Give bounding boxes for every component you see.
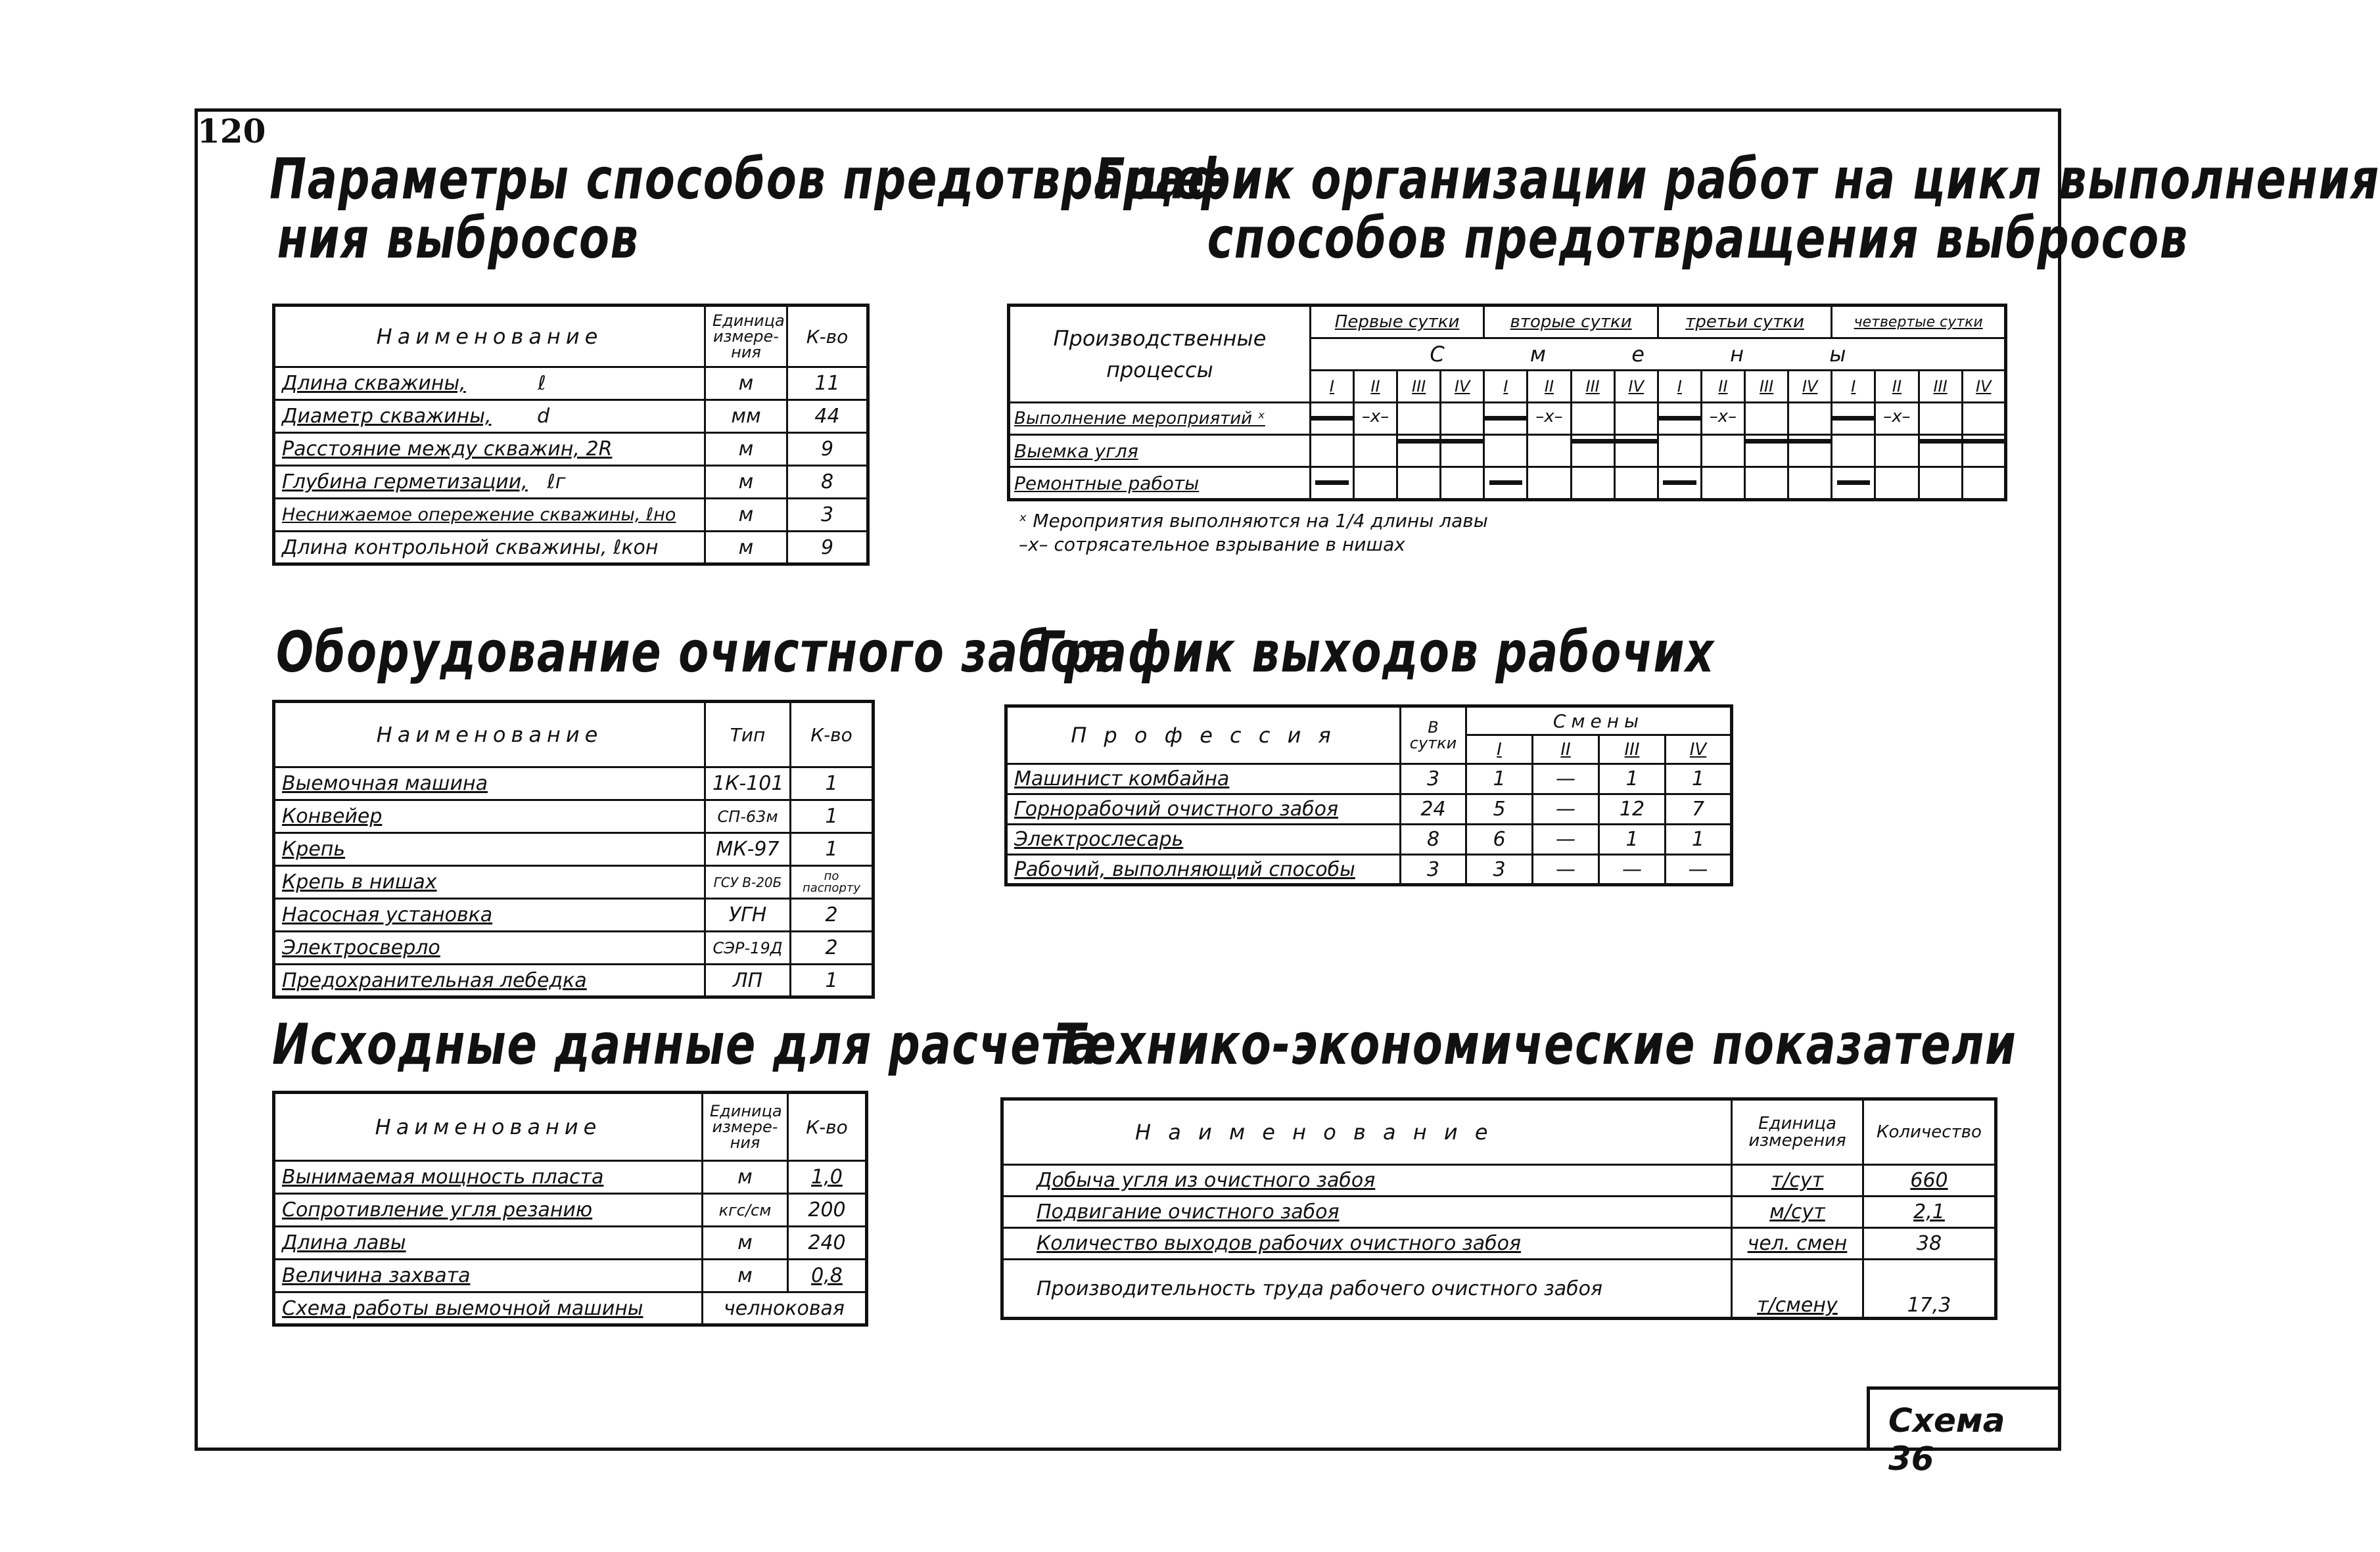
schedule-cell (1484, 435, 1528, 467)
table-row: Насосная установка УГН 2 (274, 899, 874, 932)
table-row: Длина скважины, ℓ м 11 (274, 367, 868, 400)
blasting-mark: –x– (1709, 407, 1737, 426)
table-row: Электросверло СЭР-19Д 2 (274, 932, 874, 965)
day-1: Первые сутки (1310, 306, 1483, 338)
schedule-cell (1919, 403, 1962, 435)
table-row: Горнорабочий очистного забоя 24 5 — 12 7 (1006, 794, 1732, 825)
measures-bar (1485, 416, 1526, 421)
blasting-mark: –x– (1883, 407, 1911, 426)
table-row: Диаметр скважины, d мм 44 (274, 400, 868, 433)
schedule-cell (1658, 435, 1701, 467)
params-title-line1: Параметры способов предотвраще- (269, 147, 1225, 212)
shift-numeral: II (1701, 371, 1744, 403)
schedule-cell (1310, 403, 1353, 435)
schedule-cell (1571, 403, 1614, 435)
table-row: Длина контрольной скважины, ℓкон м 9 (274, 532, 868, 564)
schedule-cell (1745, 467, 1788, 500)
schedule-cell (1875, 435, 1919, 467)
schedule-cell (1397, 435, 1441, 467)
equipment-header-type: Тип (705, 702, 791, 767)
workers-header-per-day: В сутки (1401, 706, 1466, 764)
params-table (272, 304, 870, 566)
repair-bar (1663, 480, 1696, 485)
process-row: Выполнение мероприятий ˣ –x– –x– –x– –x– (1009, 403, 2006, 435)
extraction-bar (1616, 439, 1657, 444)
equipment-table (272, 700, 875, 999)
measures-bar (1659, 416, 1700, 421)
schedule-title (1094, 147, 2380, 272)
schedule-table (1007, 304, 2007, 501)
schedule-cell (1832, 435, 1875, 467)
params-title-line2: ния выбросов (277, 206, 640, 272)
measures-bar (1832, 416, 1874, 421)
shifts-label: С м е н ы (1310, 338, 2005, 371)
repair-bar (1837, 480, 1871, 485)
table-row: Схема работы выемочной машины челноковая (274, 1292, 867, 1325)
schedule-cell (1353, 403, 1397, 435)
params-header-qty: К-во (787, 306, 868, 367)
equipment-title: Оборудование очистного забоя (276, 620, 1111, 685)
shift-numeral: I (1484, 371, 1528, 403)
schedule-cell (1962, 435, 2005, 467)
schedule-cell (1658, 467, 1701, 500)
schedule-cell (1919, 467, 1962, 500)
schedule-cell (1310, 435, 1353, 467)
schedule-cell (1962, 403, 2005, 435)
workers-title: График выходов рабочих (1035, 620, 1715, 685)
schedule-cell (1875, 467, 1919, 500)
schedule-cell (1397, 403, 1441, 435)
shift-numeral: I (1310, 371, 1353, 403)
equipment-header-name: Наименование (274, 702, 705, 767)
schedule-cell (1310, 467, 1353, 500)
initial-header-qty: К-во (788, 1093, 867, 1161)
schedule-cell (1701, 403, 1744, 435)
tech-header-unit: Единица измерения (1732, 1099, 1863, 1165)
table-row: Расстояние между скважин, 2R м 9 (274, 433, 868, 466)
table-row: Длина лавы м 240 (274, 1227, 867, 1260)
schedule-cell (1788, 403, 1832, 435)
tech-table (1000, 1097, 1997, 1320)
measures-bar (1311, 416, 1353, 421)
initial-header-name: Наименование (274, 1093, 703, 1161)
repair-bar (1489, 480, 1523, 485)
shift-numeral: II (1353, 371, 1397, 403)
shift-numeral: III (1397, 371, 1441, 403)
initial-table (272, 1091, 868, 1327)
extraction-bar (1746, 439, 1787, 444)
extraction-bar (1441, 439, 1483, 444)
extraction-bar (1789, 439, 1831, 444)
params-header-unit: Единица измере-ния (705, 306, 787, 367)
schedule-cell (1962, 467, 2005, 500)
schedule-note-1: ˣ Мероприятия выполняются на 1/4 длины лавы (1019, 510, 1488, 532)
equipment-header-qty: К-во (791, 702, 874, 767)
schedule-cell (1832, 403, 1875, 435)
table-row: Неснижаемое опережение скважины, ℓно м 3 (274, 499, 868, 532)
shift-numeral: II (1528, 371, 1571, 403)
schedule-cell (1614, 403, 1658, 435)
table-row: Глубина герметизации, ℓг м 8 (274, 466, 868, 499)
schedule-title-line2: способов предотвращения выбросов (1207, 206, 2189, 272)
schedule-cell (1832, 467, 1875, 500)
schedule-note-2: –x– сотрясательное взрывание в нишах (1019, 534, 1405, 555)
schedule-cell (1528, 467, 1571, 500)
tech-header-qty: Количество (1863, 1099, 1996, 1165)
shift-numeral: III (1919, 371, 1962, 403)
shift-numeral: II (1875, 371, 1919, 403)
process-header: Производственные процессы (1009, 306, 1311, 403)
extraction-bar (1572, 439, 1614, 444)
extraction-bar (1963, 439, 2004, 444)
day-3: третьи сутки (1658, 306, 1831, 338)
schedule-cell (1875, 403, 1919, 435)
workers-header-shifts: Смены (1466, 706, 1732, 735)
schedule-cell (1701, 467, 1744, 500)
blasting-mark: –x– (1535, 407, 1563, 426)
schedule-cell (1919, 435, 1962, 467)
table-row: Выемочная машина 1К-101 1 (274, 767, 874, 800)
shift-numeral: I (1658, 371, 1701, 403)
extraction-bar (1920, 439, 1961, 444)
workers-header-profession: П р о ф е с с и я (1006, 706, 1401, 764)
shift-numeral: IV (1962, 371, 2005, 403)
table-row: Добыча угля из очистного забоя т/сут 660 (1002, 1165, 1996, 1197)
table-row: Величина захвата м 0,8 (274, 1260, 867, 1292)
schedule-cell (1658, 403, 1701, 435)
params-header-name: Наименование (274, 306, 705, 367)
process-row: Ремонтные работы (1009, 467, 2006, 500)
schedule-cell (1614, 435, 1658, 467)
shift-numeral: III (1745, 371, 1788, 403)
table-row: Конвейер СП-63м 1 (274, 800, 874, 833)
schedule-cell (1614, 467, 1658, 500)
day-2: вторые сутки (1484, 306, 1658, 338)
table-row: Рабочий, выполняющий способы 3 3 — — — (1006, 855, 1732, 885)
shift-numeral: III (1571, 371, 1614, 403)
process-row: Выемка угля (1009, 435, 2006, 467)
table-row: Крепь в нишах ГСУ В-20Б по паспорту (274, 866, 874, 899)
schedule-cell (1397, 467, 1441, 500)
schedule-cell (1441, 403, 1484, 435)
table-row: Сопротивление угля резанию кгс/см 200 (274, 1194, 867, 1227)
initial-header-unit: Единица измере-ния (703, 1093, 788, 1161)
schedule-cell (1484, 467, 1528, 500)
table-row: Подвигание очистного забоя м/сут 2,1 (1002, 1197, 1996, 1228)
schedule-cell (1788, 467, 1832, 500)
schedule-cell (1353, 467, 1397, 500)
table-row: Машинист комбайна 3 1 — 1 1 (1006, 764, 1732, 794)
schedule-cell (1571, 467, 1614, 500)
initial-title: Исходные данные для расчета (272, 1012, 1099, 1078)
table-row: Предохранительная лебедка ЛП 1 (274, 965, 874, 997)
table-row: Электрослесарь 8 6 — 1 1 (1006, 825, 1732, 855)
schedule-cell (1528, 403, 1571, 435)
shift-numeral: IV (1441, 371, 1484, 403)
scheme-stamp: Схема 36 (1867, 1386, 2061, 1451)
page-number: 120 (197, 112, 266, 150)
schedule-cell (1745, 403, 1788, 435)
day-4: четвертые сутки (1832, 306, 2006, 338)
shift-numeral: IV (1788, 371, 1832, 403)
table-row: Крепь МК-97 1 (274, 833, 874, 866)
extraction-bar (1398, 439, 1439, 444)
blasting-mark: –x– (1361, 407, 1389, 426)
shift-numeral: IV (1614, 371, 1658, 403)
table-row: Количество выходов рабочих очистного забоя чел. смен 38 (1002, 1228, 1996, 1260)
schedule-cell (1441, 435, 1484, 467)
tech-title: Технико-экономические показатели (1055, 1012, 2017, 1078)
schedule-cell (1571, 435, 1614, 467)
schedule-cell (1353, 435, 1397, 467)
schedule-cell (1745, 435, 1788, 467)
schedule-cell (1701, 435, 1744, 467)
schedule-cell (1528, 435, 1571, 467)
params-title (269, 147, 1225, 272)
table-row: Производительность труда рабочего очистного забоя т/смену 17,3 (1002, 1260, 1996, 1319)
schedule-cell (1484, 403, 1528, 435)
workers-table: П р о ф е с с и я В сутки Смены I II III IV Машинист комбайна 3 1 — 1 1 Горнорабочий очистного забоя 24 5 — 12 7 Электрослесарь 8 6 — 1 1 Рабочий, выполняющий способы 3 3 — — — (1004, 704, 1733, 886)
schedule-cell (1788, 435, 1832, 467)
schedule-cell (1441, 467, 1484, 500)
repair-bar (1315, 480, 1349, 485)
shift-numeral: I (1832, 371, 1875, 403)
schedule-title-line1: График организации работ на цикл выполнения (1094, 147, 2380, 212)
tech-header-name: Н а и м е н о в а н и е (1002, 1099, 1732, 1165)
table-row: Вынимаемая мощность пласта м 1,0 (274, 1161, 867, 1194)
